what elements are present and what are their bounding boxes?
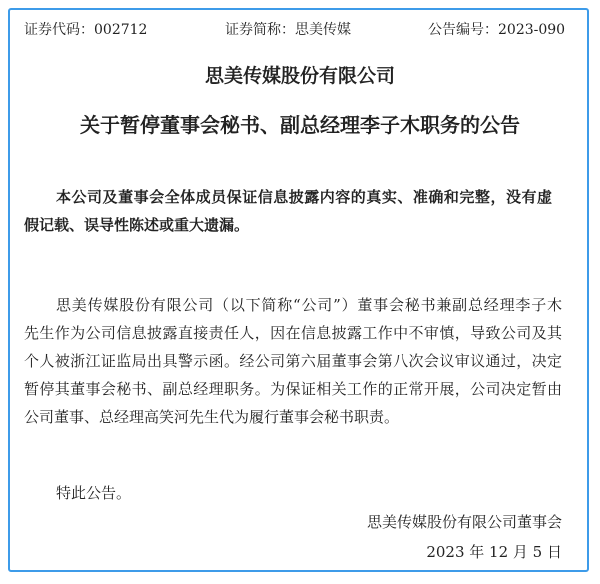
date: 2023 年 12 月 5 日 (426, 543, 562, 561)
body-line: 个人被浙江证监局出具警示函。经公司第六届董事会第八次会议审议通过，决定 (24, 352, 562, 370)
company-title: 思美传媒股份有限公司 (204, 65, 395, 87)
stock-name: 证券简称：思美传媒 (225, 22, 351, 38)
body-line: 暂停其董事会秘书、副总经理职务。为保证相关工作的正常开展，公司决定暂由 (24, 380, 562, 398)
body-line: 公司董事、总经理高笑河先生代为履行董事会秘书职责。 (24, 408, 400, 426)
stock-code: 证券代码：002712 (24, 22, 148, 38)
notice-title: 关于暂停董事会秘书、副总经理李子木职务的公告 (80, 113, 520, 137)
statement-line: 假记载、误导性陈述或重大遗漏。 (24, 216, 250, 234)
body-line: 先生作为公司信息披露直接责任人，因在信息披露工作中不审慎，导致公司及其 (24, 324, 562, 342)
signature: 思美传媒股份有限公司董事会 (366, 513, 562, 531)
statement-line: 本公司及董事会全体成员保证信息披露内容的真实、准确和完整，没有虚 (56, 188, 552, 206)
body-line: 思美传媒股份有限公司（以下简称“公司”）董事会秘书兼副总经理李子木 (56, 296, 562, 314)
closing: 特此公告。 (56, 484, 132, 502)
notice-number: 公告编号：2023-090 (428, 22, 566, 38)
